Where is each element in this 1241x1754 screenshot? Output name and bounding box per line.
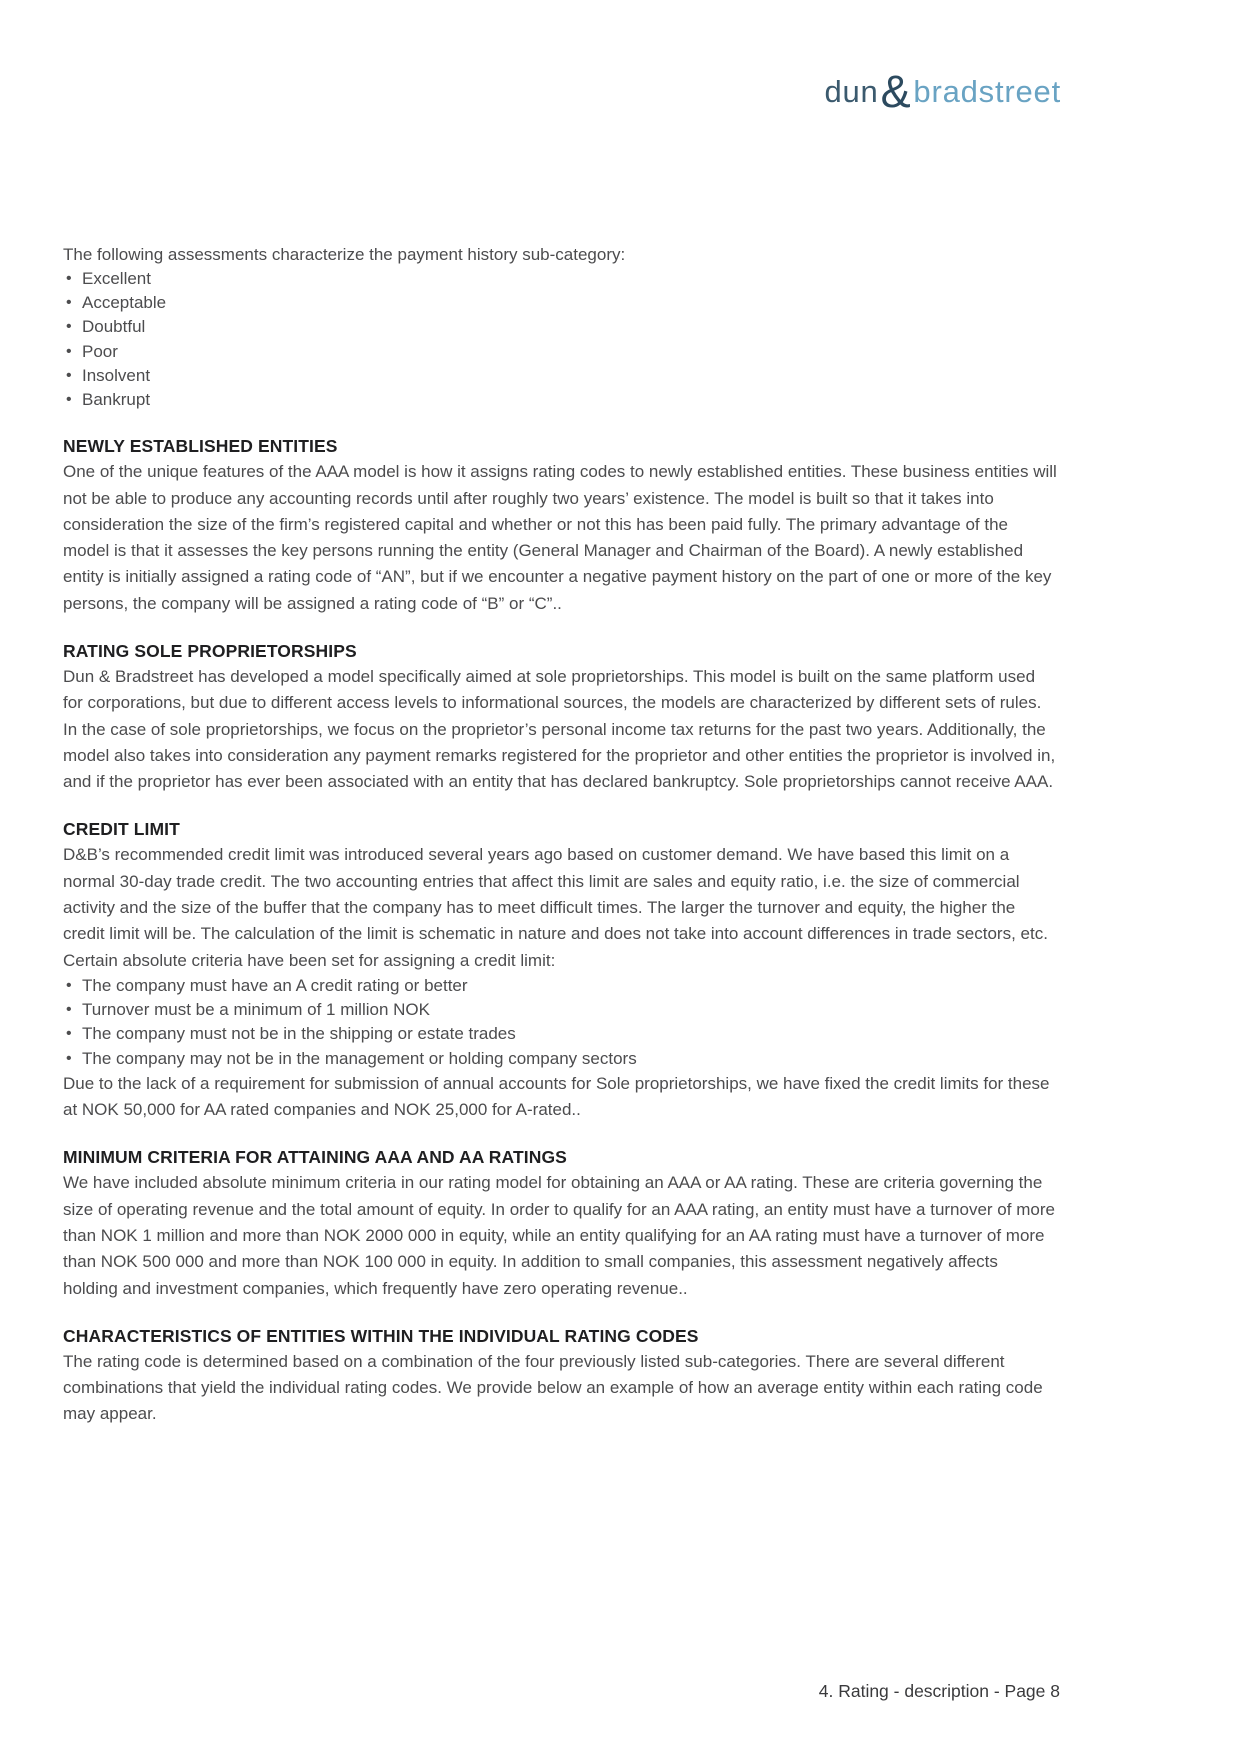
section-paragraph-sole-proprietorships: Dun & Bradstreet has developed a model specifically aimed at sole proprietorships. This model is built on the same platform used for corporations, but due to different access levels to informational sources, the models are characterized by different sets of rules. In the case of sole proprietorships, we focus on the proprietor’s personal income tax returns for the past two years. Additionally, the model also takes into consideration any payment remarks registered for the proprietor and other entities the proprietor is involved in, and if the proprietor has ever been associated with an entity that has declared bankruptcy. Sole proprietorships cannot receive AAA. xyxy=(63,667,1056,792)
section-heading-minimum-criteria: MINIMUM CRITERIA FOR ATTAINING AAA AND AA RATINGS xyxy=(63,1147,567,1168)
criteria-lead: Certain absolute criteria have been set for assigning a credit limit: xyxy=(63,950,556,970)
footer-page-label: 4. Rating - description - Page 8 xyxy=(818,1681,1060,1701)
dun-bradstreet-logo xyxy=(824,64,1061,117)
logo-word-bradstreet: bradstreet xyxy=(913,74,1061,109)
section-heading-newly-established: NEWLY ESTABLISHED ENTITIES xyxy=(63,436,338,457)
page-content xyxy=(63,243,1057,1428)
list-item: • Turnover must be a minimum of 1 million NOK xyxy=(63,998,1057,1022)
criteria-list xyxy=(63,974,1057,1071)
section-heading-characteristics: CHARACTERISTICS OF ENTITIES WITHIN THE INDIVIDUAL RATING CODES xyxy=(63,1325,699,1346)
credit-limit-note: Due to the lack of a requirement for submission of annual accounts for Sole proprietorships, we have fixed the credit limits for these at NOK 50,000 for AA rated companies and NOK 25,000 for A-rated.. xyxy=(63,1073,1050,1120)
list-item: • Doubtful xyxy=(63,315,1057,339)
list-item: • Insolvent xyxy=(63,364,1057,388)
section-heading-sole-proprietorships: RATING SOLE PROPRIETORSHIPS xyxy=(63,641,357,661)
section-heading-credit-limit: CREDIT LIMIT xyxy=(63,819,180,840)
list-item: • Poor xyxy=(63,340,1057,364)
list-item: • Bankrupt xyxy=(63,388,1057,412)
logo-word-dun: dun xyxy=(824,74,879,109)
section-paragraph-credit-limit: D&B’s recommended credit limit was introduced several years ago based on customer demand. We have based this limit on a normal 30-day trade credit. The two accounting entries that affect this limit are sales and equity ratio, i.e. the size of commercial activity and the size of the buffer that the company has to meet difficult times. The larger the turnover and equity, the higher the credit limit will be. The calculation of the limit is schematic in nature and does not take into account differences in trade sectors, etc. xyxy=(63,845,1048,944)
intro-paragraph: The following assessments characterize the payment history sub-category: xyxy=(63,245,626,264)
assessment-list xyxy=(63,267,1057,412)
logo-ampersand-icon: & xyxy=(880,66,912,117)
list-item: • The company must have an A credit rating or better xyxy=(63,974,1057,998)
section-paragraph-minimum-criteria: We have included absolute minimum criteria in our rating model for obtaining an AAA or AA rating. These are criteria governing the size of operating revenue and the total amount of equity. In order to qualify for an AAA rating, an entity must have a turnover of more than NOK 1 million and more than NOK 2000 000 in equity, while an entity qualifying for an AA rating must have a turnover of more than NOK 500 000 and more than NOK 100 000 in equity. In addition to small companies, this assessment negatively affects holding and investment companies, which frequently have zero operating revenue.. xyxy=(63,1173,1055,1298)
list-item: • The company may not be in the management or holding company sectors xyxy=(63,1047,1057,1071)
list-item: • Acceptable xyxy=(63,291,1057,315)
section-paragraph-newly-established: One of the unique features of the AAA model is how it assigns rating codes to newly established entities. These business entities will not be able to produce any accounting records until after roughly two years’ existence. The model is built so that it takes into consideration the size of the firm’s registered capital and whether or not this has been paid fully. The primary advantage of the model is that it assesses the key persons running the entity (General Manager and Chairman of the Board). A newly established entity is initially assigned a rating code of “AN”, but if we encounter a negative payment history on the part of one or more of the key persons, the company will be assigned a rating code of “B” or “C”.. xyxy=(63,462,1057,613)
list-item: • Excellent xyxy=(63,267,1057,291)
section-paragraph-characteristics: The rating code is determined based on a combination of the four previously listed sub-categories. There are several different combinations that yield the individual rating codes. We provide below an example of how an average entity within each rating code may appear. xyxy=(63,1351,1043,1424)
list-item: • The company must not be in the shipping or estate trades xyxy=(63,1022,1057,1046)
